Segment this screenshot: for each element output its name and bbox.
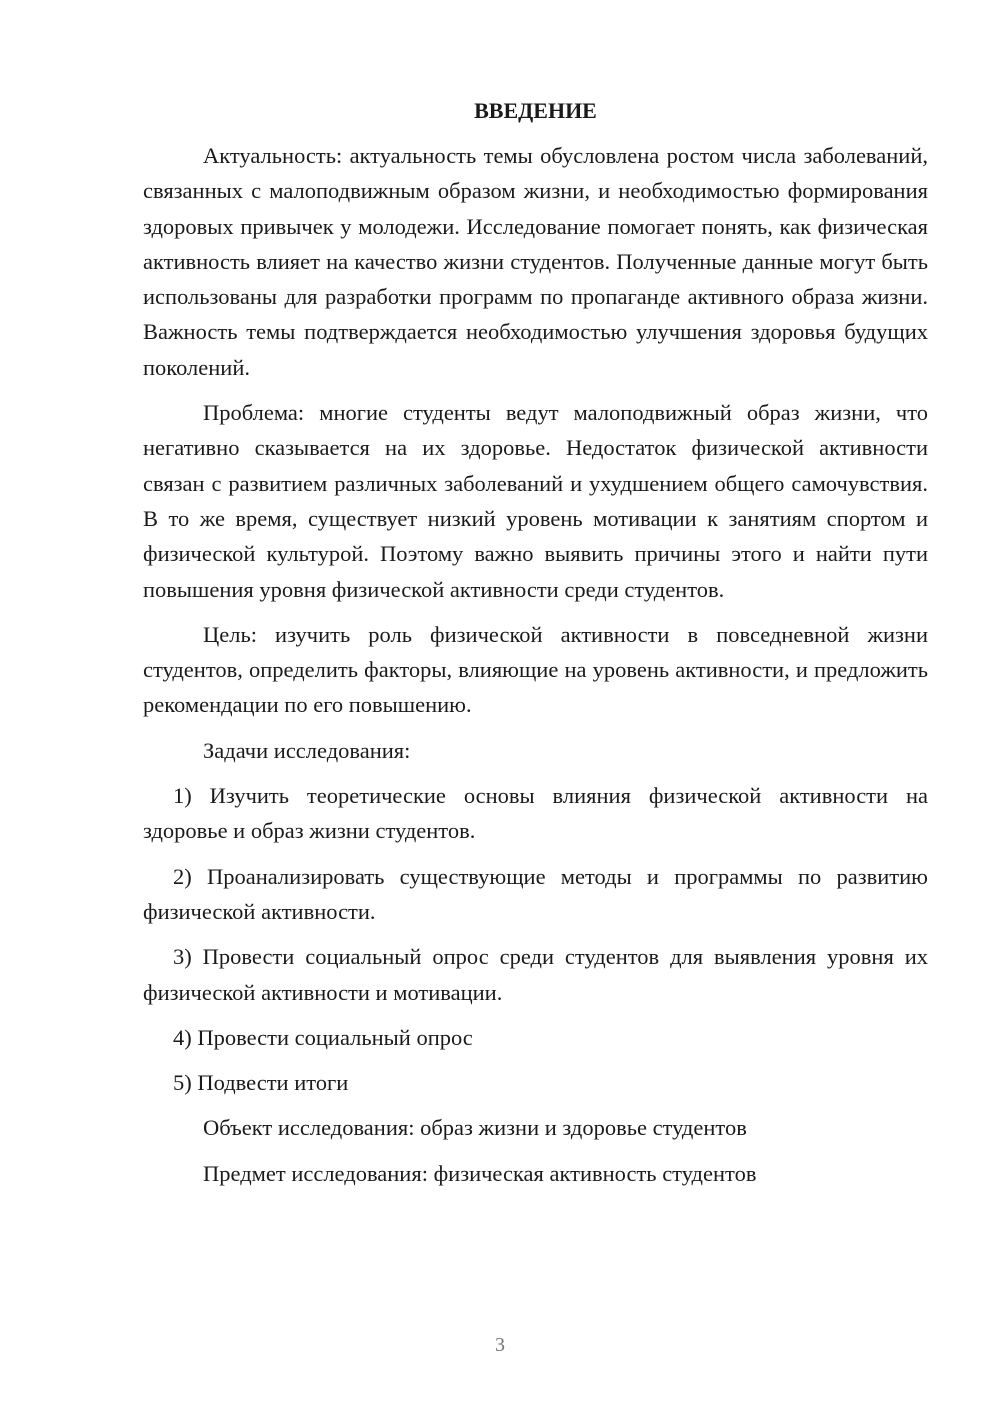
task-item-2: 2) Проанализировать существующие методы и программы по развитию физической активности. xyxy=(143,863,928,924)
page-title: ВВЕДЕНИЕ xyxy=(474,98,597,123)
relevance-paragraph: Актуальность: актуальность темы обусловлена ростом числа заболеваний, связанных с малоподвижным образом жизни, и необходимостью формирования здоровых привычек у молодежи. Исследование помогает понять, как физическая активность влияет на качество жизни студентов. Полученные данные могут быть использованы для разработки программ по пропаганде активного образа жизни. Важность темы подтверждается необходимостью улучшения здоровья будущих поколений. xyxy=(143,143,928,380)
task-item-4: 4) Провести социальный опрос xyxy=(173,1024,473,1050)
research-subject: Предмет исследования: физическая активность студентов xyxy=(203,1160,757,1186)
page-number: 3 xyxy=(495,1334,505,1356)
problem-paragraph: Проблема: многие студенты ведут малоподвижный образ жизни, что негативно сказывается на их здоровье. Недостаток физической активности связан с развитием различных заболеваний и ухудшением общего самочувствия. В то же время, существует низкий уровень мотивации к занятиям спортом и физической культурой. Поэтому важно выявить причины этого и найти пути повышения уровня физической активности среди студентов. xyxy=(143,400,928,602)
tasks-heading: Задачи исследования: xyxy=(203,737,411,763)
task-item-1: 1) Изучить теоретические основы влияния физической активности на здоровье и образ жизни студентов. xyxy=(143,783,928,844)
task-item-3: 3) Провести социальный опрос среди студентов для выявления уровня их физической активности и мотивации. xyxy=(143,944,928,1005)
document-page xyxy=(143,96,928,1201)
research-object: Объект исследования: образ жизни и здоровье студентов xyxy=(203,1115,747,1141)
task-item-5: 5) Подвести итоги xyxy=(173,1070,349,1096)
goal-paragraph: Цель: изучить роль физической активности в повседневной жизни студентов, определить факторы, влияющие на уровень активности, и предложить рекомендации по его повышению. xyxy=(143,621,928,718)
